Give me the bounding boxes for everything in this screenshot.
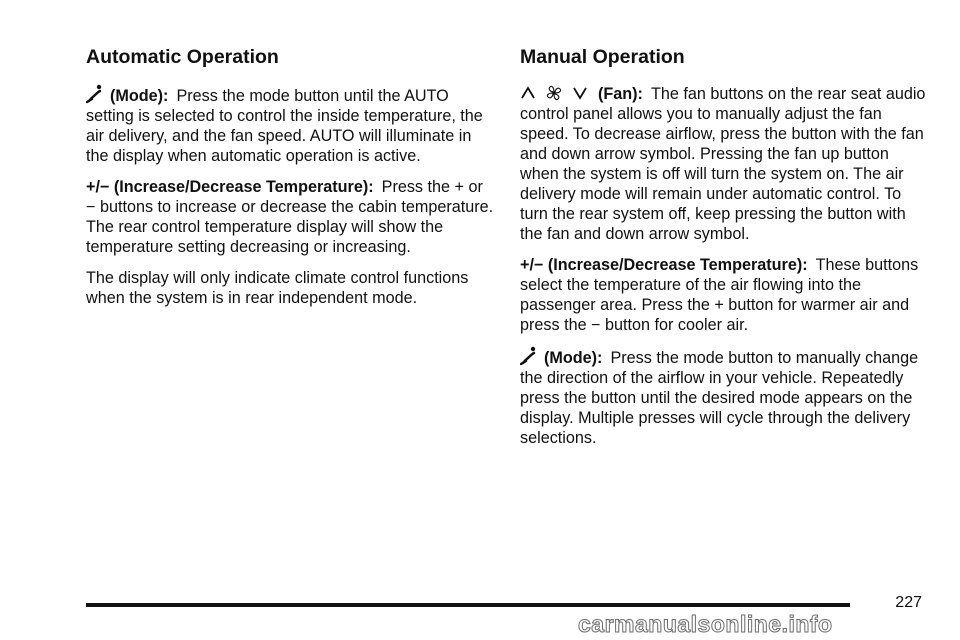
fan-term: (Fan):	[598, 85, 643, 103]
left-column	[86, 44, 494, 319]
chevron-up-icon	[520, 84, 536, 102]
manual-mode-term: (Mode):	[544, 349, 603, 367]
manual-temperature-description: These buttons select the temperature of the air flowing into the passenger area. Press the + button for warmer air and press the − button for cooler air.	[520, 256, 919, 334]
fan-icon-group	[520, 84, 588, 102]
mode-term: (Mode):	[110, 87, 169, 105]
right-column	[520, 44, 932, 459]
manual-fan-paragraph	[520, 84, 932, 244]
airflow-mode-icon	[86, 84, 104, 104]
fan-icon	[546, 84, 562, 102]
mode-description: Press the mode button until the AUTO setting is selected to control the inside temperature, the air delivery, and the fan speed. AUTO will illuminate in the display when automatic operation is active.	[86, 87, 483, 165]
manual-mode-description: Press the mode button to manually change the direction of the airflow in your vehicle. Repeatedly press the button until the desired mode appears on the display. Multiple presses will cycle through the delivery selections.	[520, 349, 919, 447]
footer-rule	[86, 603, 850, 607]
manual-operation-heading: Manual Operation	[520, 46, 685, 68]
manual-mode-paragraph	[520, 346, 932, 448]
temperature-description: Press the + or − buttons to increase or decrease the cabin temperature. The rear control temperature display will show the temperature setting decreasing or increasing.	[86, 178, 494, 256]
manual-temperature-paragraph	[520, 255, 932, 335]
watermark-logo: carmanualsonline.info	[578, 611, 833, 637]
auto-mode-paragraph	[86, 84, 494, 166]
fan-description: The fan buttons on the rear seat audio control panel allows you to manually adjust the fan speed. To decrease airflow, press the button with the fan and down arrow symbol. Pressing the fan up button when the system is off will turn the system on. The air delivery mode will remain under automatic control. To turn the rear system off, keep pressing the button with the fan and down arrow symbol.	[520, 85, 926, 243]
temperature-term: +/− (Increase/Decrease Temperature):	[86, 178, 374, 196]
chevron-down-icon	[572, 84, 588, 102]
automatic-operation-heading: Automatic Operation	[86, 46, 279, 68]
display-note-paragraph: The display will only indicate climate control functions when the system is in rear independent mode.	[86, 269, 469, 307]
page-number: 227	[895, 594, 922, 611]
auto-temperature-paragraph	[86, 177, 494, 257]
airflow-mode-icon	[520, 346, 538, 366]
manual-temperature-term: +/− (Increase/Decrease Temperature):	[520, 256, 808, 274]
